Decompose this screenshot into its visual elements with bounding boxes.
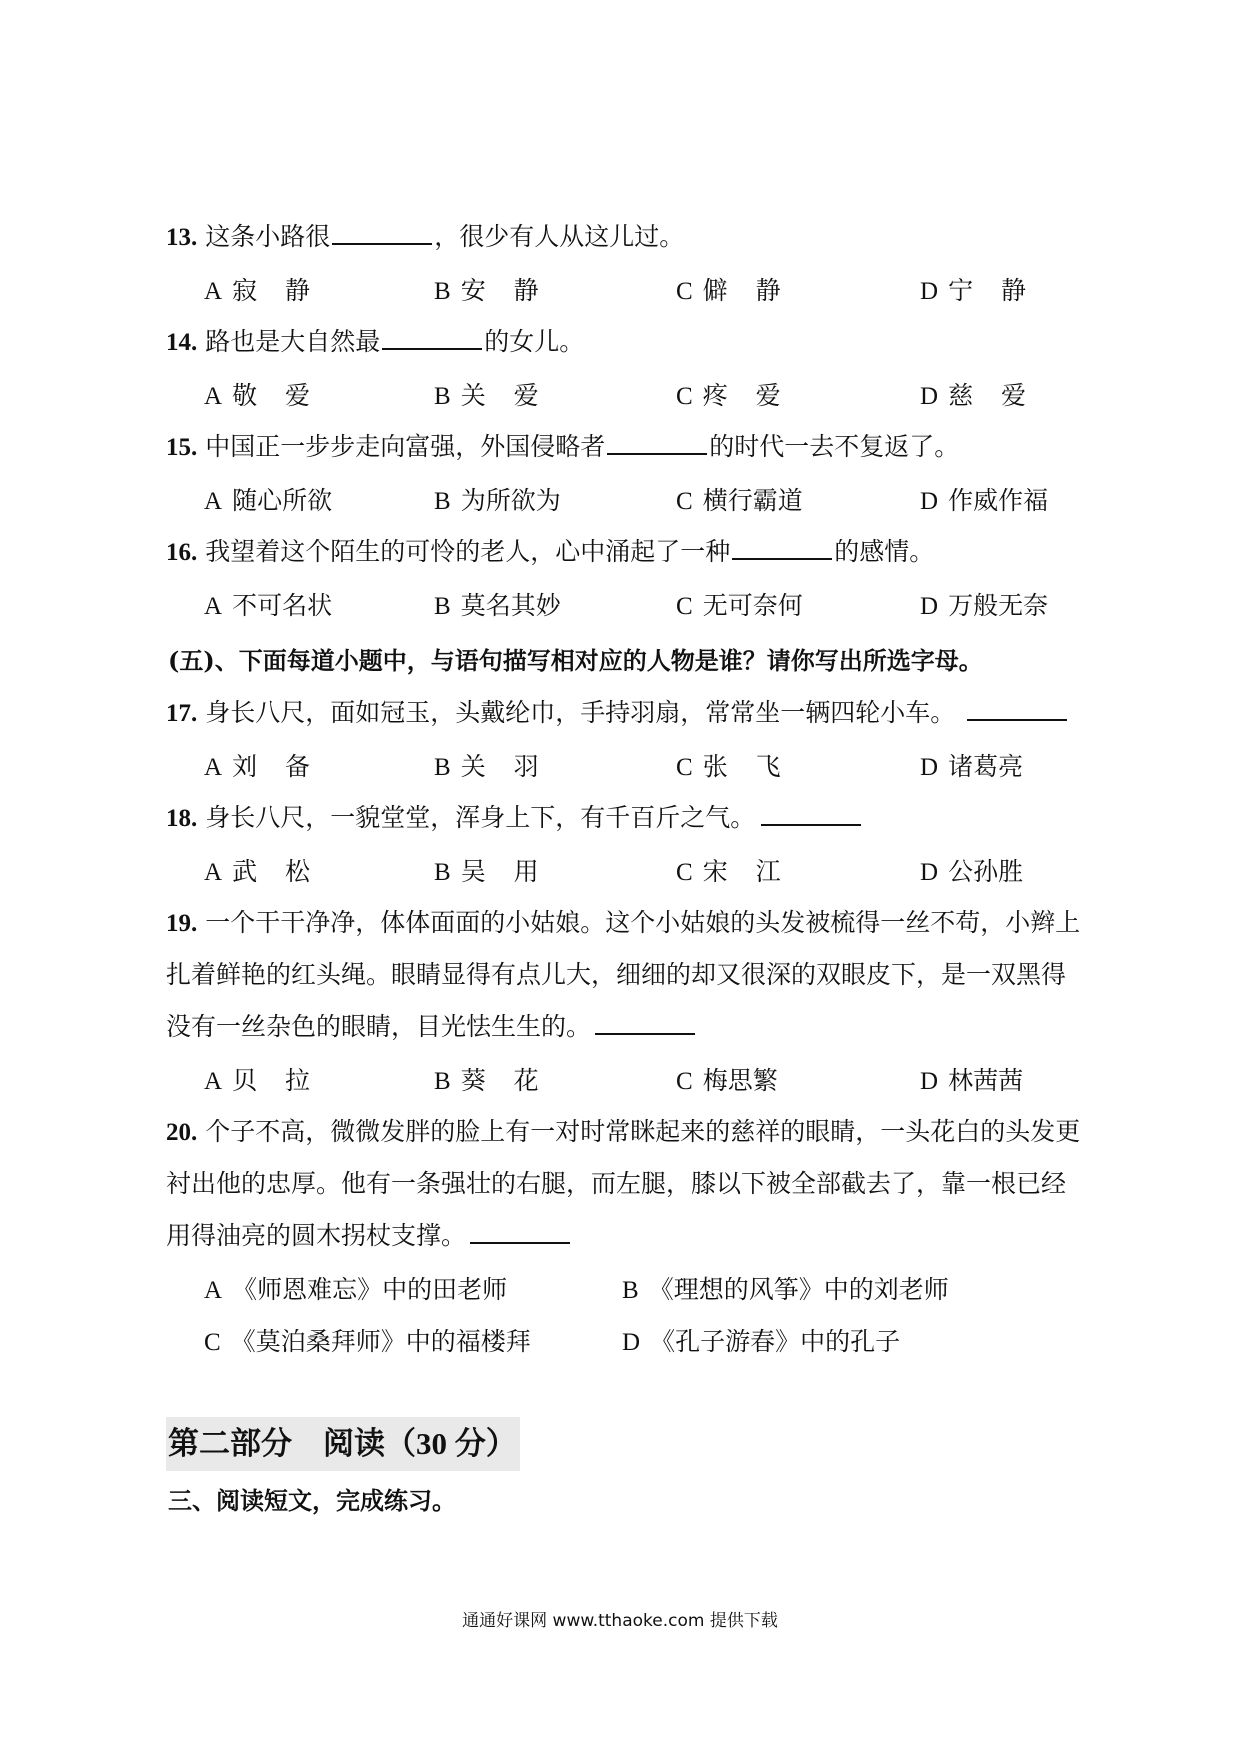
option-c[interactable]: C 无可奈何 [676, 591, 803, 620]
option-d[interactable]: D 作威作福 [920, 486, 1049, 515]
option-b[interactable]: B 吴 用 [434, 857, 549, 886]
question-number: 19. [166, 910, 198, 937]
option-a[interactable]: A 贝 拉 [204, 1066, 321, 1095]
page-footer: 通通好课网 www.tthaoke.com 提供下载 [462, 1611, 778, 1631]
section-5-heading: (五)、下面每道小题中，与语句描写相对应的人物是谁？请你写出所选字母。 [168, 646, 983, 675]
question-text: 用得油亮的圆木拐杖支撑。 [166, 1221, 467, 1250]
answer-blank[interactable] [967, 699, 1067, 721]
question-text-before: 我望着这个陌生的可怜的老人，心中涌起了一种 [205, 537, 731, 566]
question-text: 没有一丝杂色的眼睛，目光怯生生的。 [166, 1012, 592, 1041]
option-b[interactable]: B 安 静 [434, 276, 549, 305]
question-text: 身长八尺，一貌堂堂，浑身上下，有千百斤之气。 [205, 803, 756, 832]
section-3-heading: 三、阅读短文，完成练习。 [168, 1486, 456, 1515]
option-b[interactable]: B 关 羽 [434, 752, 549, 781]
option-a[interactable]: A 武 松 [204, 857, 321, 886]
question-number: 15. [166, 434, 198, 461]
option-a[interactable]: A 刘 备 [204, 752, 321, 781]
option-d[interactable]: D 《孔子游春》中的孔子 [622, 1327, 901, 1356]
question-text-after: 的时代一去不复返了。 [709, 432, 960, 461]
question-19-line-2: 扎着鲜艳的红头绳。眼睛显得有点儿大，细细的却又很深的双眼皮下，是一双黑得 [166, 960, 1067, 989]
part-2-title-text: 第二部分 阅读 [168, 1426, 385, 1462]
question-text-before: 中国正一步步走向富强，外国侵略者 [205, 432, 606, 461]
question-text: 身长八尺，面如冠玉，头戴纶巾，手持羽扇，常常坐一辆四轮小车。 [205, 698, 956, 727]
answer-blank[interactable] [332, 223, 432, 245]
question-text: 个子不高，微微发胖的脸上有一对时常眯起来的慈祥的眼睛，一头花白的头发更 [205, 1117, 1081, 1146]
question-text-after: 的女儿。 [484, 327, 585, 356]
question-20-line-3 [166, 1221, 572, 1251]
question-16 [166, 537, 934, 568]
question-14 [166, 327, 584, 358]
question-15 [166, 432, 959, 463]
option-c[interactable]: C 疼 爱 [676, 381, 791, 410]
question-number: 17. [166, 700, 198, 727]
question-text-after: 的感情。 [834, 537, 935, 566]
question-number: 18. [166, 805, 198, 832]
question-number: 20. [166, 1119, 198, 1146]
answer-blank[interactable] [607, 433, 707, 455]
answer-blank[interactable] [732, 538, 832, 560]
question-text: 一个干干净净，体体面面的小姑娘。这个小姑娘的头发被梳得一丝不苟，小辫上 [205, 908, 1081, 937]
option-c[interactable]: C 僻 静 [676, 276, 791, 305]
option-d[interactable]: D 公孙胜 [920, 857, 1024, 886]
question-20-line-1 [166, 1117, 1080, 1148]
option-d[interactable]: D 宁 静 [920, 276, 1037, 305]
answer-blank[interactable] [470, 1222, 570, 1244]
question-13 [166, 222, 684, 253]
option-c[interactable]: C 梅思繁 [676, 1066, 778, 1095]
option-b[interactable]: B 葵 花 [434, 1066, 549, 1095]
option-c[interactable]: C 宋 江 [676, 857, 791, 886]
option-a[interactable]: A 敬 爱 [204, 381, 321, 410]
question-17 [166, 698, 1069, 729]
question-20-line-2: 衬出他的忠厚。他有一条强壮的右腿，而左腿，膝以下被全部截去了，靠一根已经 [166, 1169, 1067, 1198]
option-d[interactable]: D 林茜茜 [920, 1066, 1024, 1095]
option-c[interactable]: C 《莫泊桑拜师》中的福楼拜 [204, 1327, 531, 1356]
answer-blank[interactable] [595, 1013, 695, 1035]
option-c[interactable]: C 张 飞 [676, 752, 791, 781]
option-a[interactable]: A 不可名状 [204, 591, 333, 620]
option-a[interactable]: A 寂 静 [204, 276, 321, 305]
question-text-after: ，很少有人从这儿过。 [434, 222, 685, 251]
question-number: 16. [166, 539, 198, 566]
option-b[interactable]: B 莫名其妙 [434, 591, 561, 620]
option-b[interactable]: B 关 爱 [434, 381, 549, 410]
question-18 [166, 803, 863, 834]
question-text-before: 这条小路很 [205, 222, 331, 251]
option-a[interactable]: A 《师恩难忘》中的田老师 [204, 1275, 508, 1304]
question-19-line-3 [166, 1012, 697, 1042]
option-c[interactable]: C 横行霸道 [676, 486, 803, 515]
option-a[interactable]: A 随心所欲 [204, 486, 333, 515]
question-number: 14. [166, 329, 198, 356]
part-2-title [168, 1426, 517, 1462]
option-b[interactable]: B 为所欲为 [434, 486, 561, 515]
question-text-before: 路也是大自然最 [205, 327, 381, 356]
question-number: 13. [166, 224, 198, 251]
option-d[interactable]: D 万般无奈 [920, 591, 1049, 620]
option-d[interactable]: D 诸葛亮 [920, 752, 1024, 781]
answer-blank[interactable] [761, 804, 861, 826]
option-d[interactable]: D 慈 爱 [920, 381, 1037, 410]
part-2-score: （30 分） [385, 1426, 517, 1461]
question-19-line-1 [166, 908, 1080, 939]
answer-blank[interactable] [382, 328, 482, 350]
option-b[interactable]: B 《理想的风筝》中的刘老师 [622, 1275, 949, 1304]
